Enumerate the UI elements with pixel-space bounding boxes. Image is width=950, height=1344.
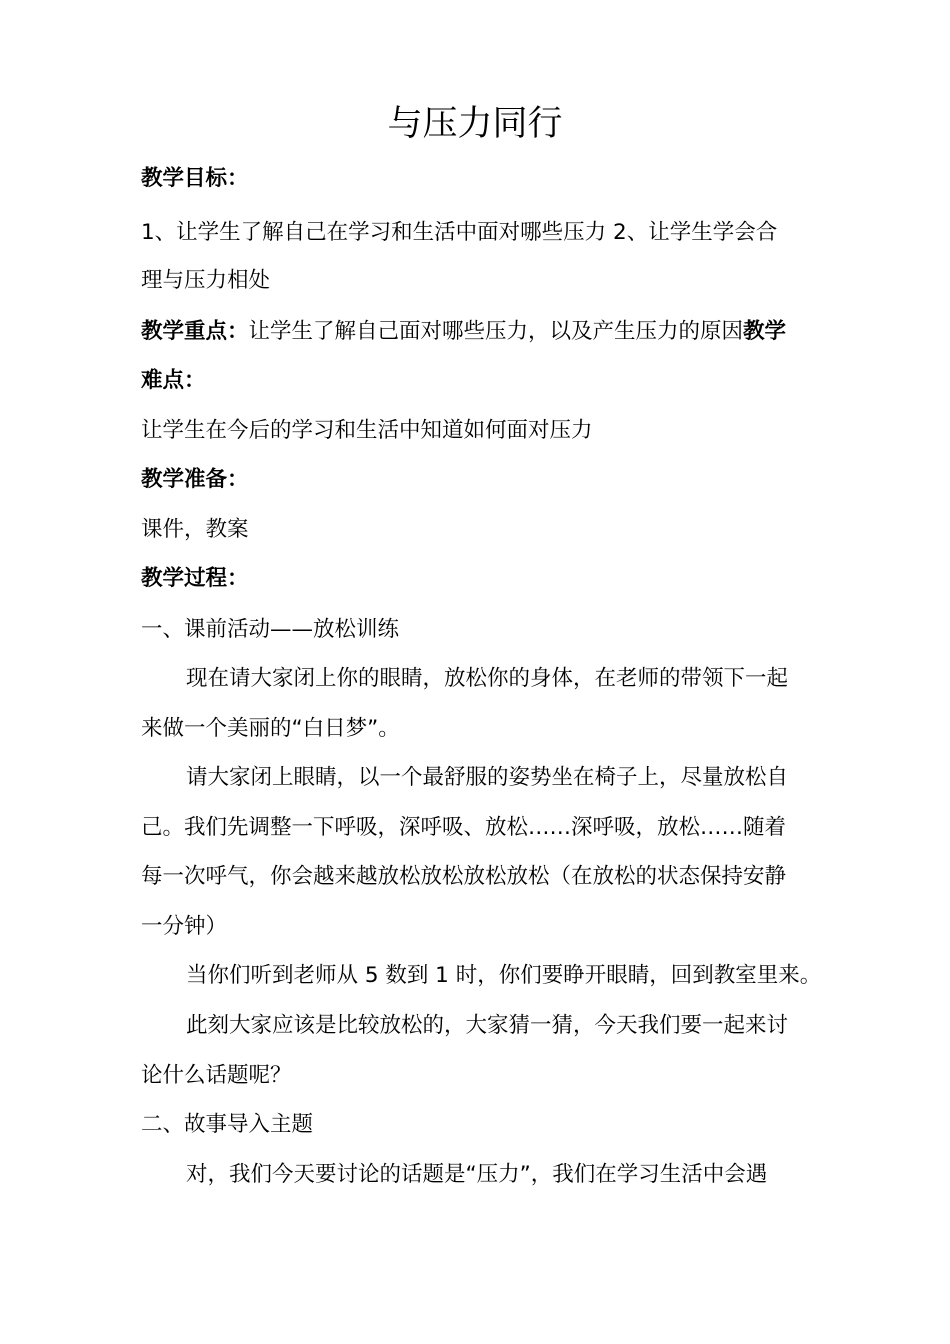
paragraph-2-line-4: 一分钟） (141, 914, 228, 939)
document-title: 与压力同行 (387, 104, 563, 144)
paragraph-1-line-2: 来做一个美丽的“白日梦”。 (141, 716, 400, 741)
difficulty-text: 让学生在今后的学习和生活中知道如何面对压力 (141, 418, 593, 443)
difficulty-heading-part1: 教学 (743, 319, 787, 344)
prep-text: 课件，教案 (141, 517, 249, 542)
difficulty-heading-part2: 难点： (141, 368, 206, 393)
goals-heading: 教学目标： (141, 166, 249, 191)
paragraph-2-line-1: 请大家闭上眼睛，以一个最舒服的姿势坐在椅子上，尽量放松自 (186, 765, 789, 790)
goals-line-1: 1、让学生了解自己在学习和生活中面对哪些压力 2、让学生学会合 (141, 220, 778, 245)
paragraph-4-line-1: 此刻大家应该是比较放松的，大家猜一猜，今天我们要一起来讨 (186, 1013, 789, 1038)
section-1-heading: 一、课前活动——放松训练 (141, 617, 400, 642)
key-points-text: 让学生了解自己面对哪些压力，以及产生压力的原因 (248, 319, 744, 344)
section-2-heading: 二、故事导入主题 (141, 1112, 314, 1137)
paragraph-5-line-1: 对，我们今天要讨论的话题是“压力”，我们在学习生活中会遇 (186, 1162, 768, 1187)
paragraph-3-line-1: 当你们听到老师从 5 数到 1 时，你们要睁开眼睛，回到教室里来。 (186, 963, 822, 988)
goals-line-2: 理与压力相处 (141, 268, 271, 293)
key-points-line (141, 317, 786, 347)
paragraph-2-line-2: 己。我们先调整一下呼吸，深呼吸、放松……深呼吸，放松……随着 (141, 815, 787, 840)
prep-heading: 教学准备： (141, 467, 249, 492)
paragraph-2-line-3: 每一次呼气，你会越来越放松放松放松放松（在放松的状态保持安静 (141, 864, 787, 889)
key-points-heading: 教学重点： (141, 319, 249, 344)
paragraph-4-line-2: 论什么话题呢？ (141, 1063, 292, 1088)
process-heading: 教学过程： (141, 566, 249, 591)
paragraph-1-line-1: 现在请大家闭上你的眼睛，放松你的身体，在老师的带领下一起 (186, 666, 789, 691)
